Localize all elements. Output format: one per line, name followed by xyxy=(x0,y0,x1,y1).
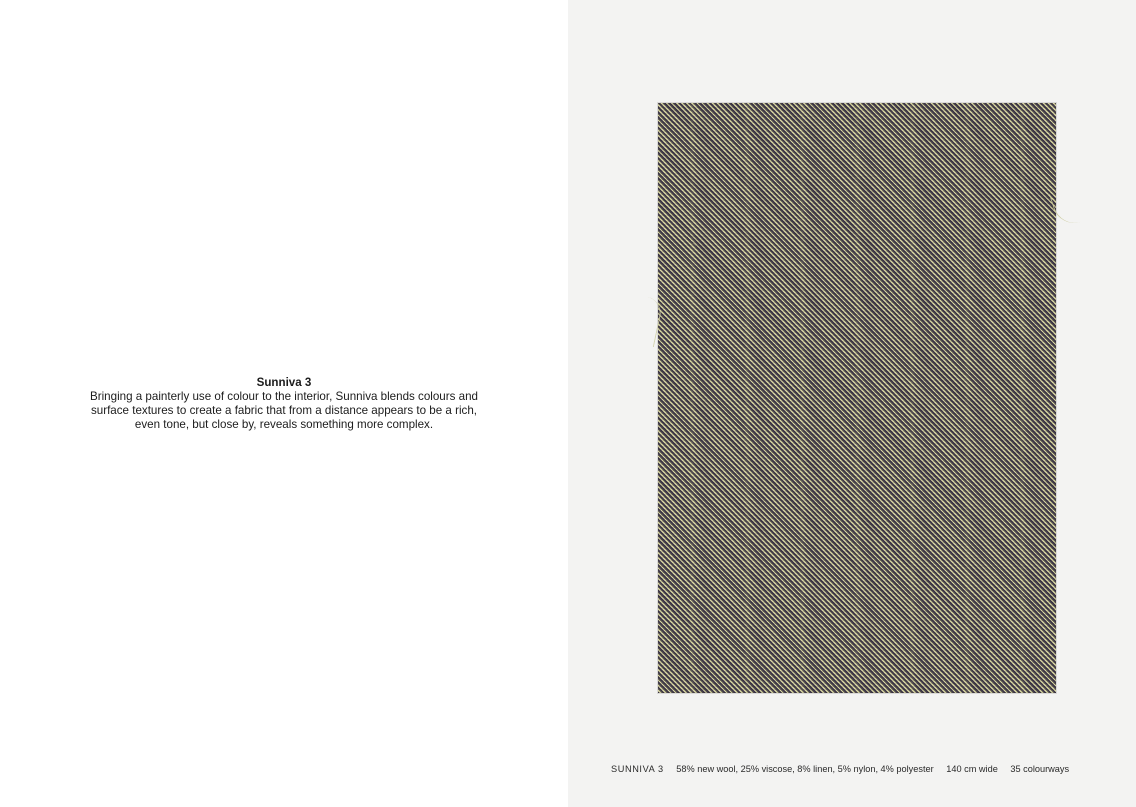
product-description-text: Bringing a painterly use of colour to the interior, Sunniva blends colours and surface textures to create a fabric that from a distance appears to be a rich, even tone, but close by, reveals something more complex. xyxy=(90,390,478,431)
spec-fabric-name: SUNNIVA 3 xyxy=(611,764,664,774)
fabric-specification xyxy=(611,763,1079,775)
spec-width: 140 cm wide xyxy=(946,764,998,774)
spec-composition: 58% new wool, 25% viscose, 8% linen, 5% nylon, 4% polyester xyxy=(676,764,934,774)
fabric-texture xyxy=(658,103,1056,693)
spec-colourways: 35 colourways xyxy=(1010,764,1070,774)
product-title: Sunniva 3 xyxy=(256,376,312,389)
fabric-swatch-image xyxy=(640,98,1080,700)
product-description xyxy=(84,376,484,432)
